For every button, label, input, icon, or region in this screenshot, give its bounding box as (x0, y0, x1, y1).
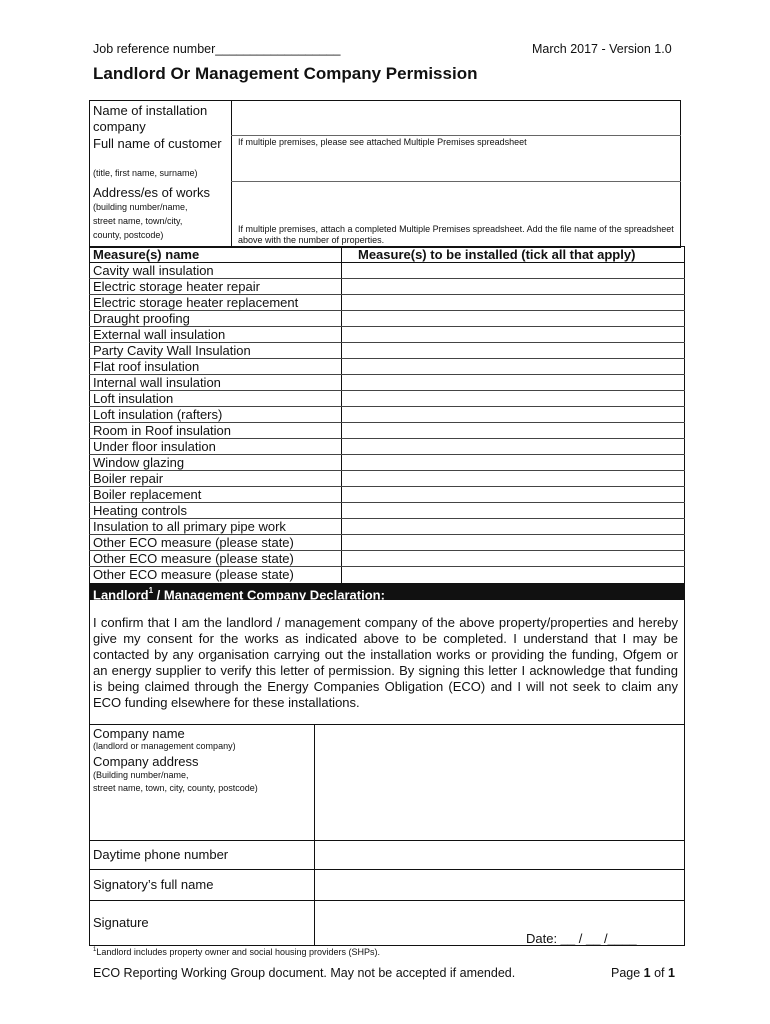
measure-row-line (89, 278, 685, 279)
measure-row (89, 295, 685, 311)
measure-tick-cell[interactable] (342, 423, 684, 439)
measure-tick-cell[interactable] (342, 487, 684, 503)
measure-name: Boiler replacement (93, 487, 202, 502)
measure-row-line (89, 486, 685, 487)
works-address-hint-3: county, postcode) (93, 230, 164, 240)
declaration-border-left (89, 600, 90, 725)
measure-name: Cavity wall insulation (93, 263, 214, 278)
company-address-hint-1: (Building number/name, (93, 770, 189, 780)
measure-row (89, 263, 685, 279)
measure-row (89, 407, 685, 423)
measure-tick-cell[interactable] (342, 455, 684, 471)
signatory-label: Signatory’s full name (93, 877, 214, 892)
measure-row (89, 567, 685, 583)
measure-row (89, 551, 685, 567)
measure-name: Draught proofing (93, 311, 190, 326)
measure-tick-cell[interactable] (342, 375, 684, 391)
measure-name: Other ECO measure (please state) (93, 535, 294, 550)
signatory-field[interactable] (315, 870, 684, 899)
measure-row-line (89, 342, 685, 343)
company-address-hint-2: street name, town, city, county, postcode) (93, 783, 258, 793)
company-address-label: Company address (93, 754, 199, 769)
works-address-multiple-note: If multiple premises, attach a completed Multiple Premises spreadsheet. Add the file name of the spreadsheet above with the number of properties. (238, 224, 674, 245)
measure-name: Electric storage heater repair (93, 279, 260, 294)
footer-disclaimer: ECO Reporting Working Group document. May not be accepted if amended. (93, 966, 516, 980)
measure-row (89, 519, 685, 535)
measure-tick-cell[interactable] (342, 327, 684, 343)
signature-field[interactable] (315, 901, 515, 945)
declaration-heading-bar (89, 583, 685, 603)
measure-name: Heating controls (93, 503, 187, 518)
measure-tick-cell[interactable] (342, 407, 684, 423)
measure-row-line (89, 422, 685, 423)
measure-row (89, 375, 685, 391)
measure-tick-cell[interactable] (342, 471, 684, 487)
measure-row (89, 343, 685, 359)
declaration-heading: Landlord$^1$ / Management Company Declaration: (93, 586, 385, 603)
measure-name: Window glazing (93, 455, 185, 470)
measure-row (89, 487, 685, 503)
measure-name: Other ECO measure (please state) (93, 551, 294, 566)
measure-row (89, 311, 685, 327)
works-address-hint-1: (building number/name, (93, 202, 188, 212)
signature-label: Signature (93, 915, 149, 930)
date-field[interactable]: Date: __ / __ /____ (526, 931, 637, 946)
customer-name-field[interactable] (232, 150, 680, 180)
measure-name: Insulation to all primary pipe work (93, 519, 286, 534)
version-label: March 2017 - Version 1.0 (532, 42, 672, 56)
measure-tick-cell[interactable] (342, 359, 684, 375)
measure-row (89, 423, 685, 439)
measure-name: Electric storage heater replacement (93, 295, 299, 310)
measure-row-line (89, 406, 685, 407)
works-address-hint-2: street name, town/city, (93, 216, 183, 226)
measure-name: Room in Roof insulation (93, 423, 232, 438)
measure-row-line (89, 550, 685, 551)
measure-tick-cell[interactable] (342, 503, 684, 519)
measure-name: External wall insulation (93, 327, 226, 342)
info-row-line (231, 135, 681, 136)
measure-name: Flat roof insulation (93, 359, 200, 374)
phone-field[interactable] (315, 841, 684, 868)
measure-row (89, 359, 685, 375)
works-address-label: Address/es of works (93, 185, 211, 200)
measure-tick-cell[interactable] (342, 295, 684, 311)
declaration-text: I confirm that I am the landlord / management company of the above property/properties and hereby give my consent for the works as indicated above to be completed. I understand that I may be contacted by any organisation carrying out the installation works or providing the funding, Ofgem or an energy supplier to verify this letter of permission. By signing this letter I acknowledge that funding is being claimed through the Energy Companies Obligation (ECO) and I will not seek to claim any ECO funding elsewhere for these installations. (93, 615, 678, 710)
customer-name-label: Full name of customer (93, 136, 222, 151)
measure-name: Boiler repair (93, 471, 164, 486)
measure-row (89, 327, 685, 343)
measure-tick-cell[interactable] (342, 439, 684, 455)
company-address-field[interactable] (315, 754, 684, 839)
measure-row-line (89, 454, 685, 455)
measure-row (89, 455, 685, 471)
measure-tick-cell[interactable] (342, 343, 684, 359)
measure-name: Loft insulation (93, 391, 174, 406)
customer-name-hint: (title, first name, surname) (93, 168, 198, 178)
measure-row-line (89, 470, 685, 471)
job-reference-line: Job reference number__________________ (93, 42, 341, 56)
measures-install-header: Measure(s) to be installed (tick all that apply) (358, 247, 636, 262)
measure-row-line (89, 534, 685, 535)
measure-row-line (89, 358, 685, 359)
measure-name: Loft insulation (rafters) (93, 407, 223, 422)
measure-row (89, 439, 685, 455)
measure-name: Party Cavity Wall Insulation (93, 343, 251, 358)
footnote: $^1$Landlord includes property owner and social housing providers (SHPs). (93, 947, 380, 957)
measure-tick-cell[interactable] (342, 311, 684, 327)
measure-row-line (89, 566, 685, 567)
measure-row (89, 279, 685, 295)
measures-name-header: Measure(s) name (93, 247, 200, 262)
measure-tick-cell[interactable] (342, 391, 684, 407)
measure-tick-cell[interactable] (342, 535, 684, 551)
phone-label: Daytime phone number (93, 847, 229, 862)
declaration-border-right (684, 600, 685, 725)
measure-tick-cell[interactable] (342, 279, 684, 295)
customer-multiple-note: If multiple premises, please see attached Multiple Premises spreadsheet (238, 137, 527, 147)
measure-row-line (89, 294, 685, 295)
measure-name: Other ECO measure (please state) (93, 567, 294, 582)
measure-row (89, 471, 685, 487)
works-address-field[interactable] (232, 182, 680, 220)
measure-row (89, 391, 685, 407)
measure-row-line (89, 310, 685, 311)
page-number: Page 1 of 1 (611, 966, 675, 980)
measure-row (89, 503, 685, 519)
measure-row-line (89, 438, 685, 439)
page-title: Landlord Or Management Company Permission (93, 64, 478, 83)
measure-row-line (89, 502, 685, 503)
measure-tick-cell[interactable] (342, 263, 684, 279)
measure-name: Under floor insulation (93, 439, 216, 454)
measure-name: Internal wall insulation (93, 375, 221, 390)
measure-row-line (89, 390, 685, 391)
measure-row-line (89, 374, 685, 375)
measure-tick-cell[interactable] (342, 551, 684, 567)
installer-name-field[interactable] (232, 101, 680, 135)
measure-row (89, 535, 685, 551)
measure-row-line (89, 326, 685, 327)
measure-tick-cell[interactable] (342, 519, 684, 535)
measure-row-line (89, 518, 685, 519)
company-name-hint: (landlord or management company) (93, 741, 236, 751)
measure-tick-cell[interactable] (342, 567, 684, 583)
company-name-field[interactable] (315, 725, 684, 753)
company-name-label: Company name (93, 726, 185, 741)
installer-name-label: Name of installation company (93, 103, 208, 134)
